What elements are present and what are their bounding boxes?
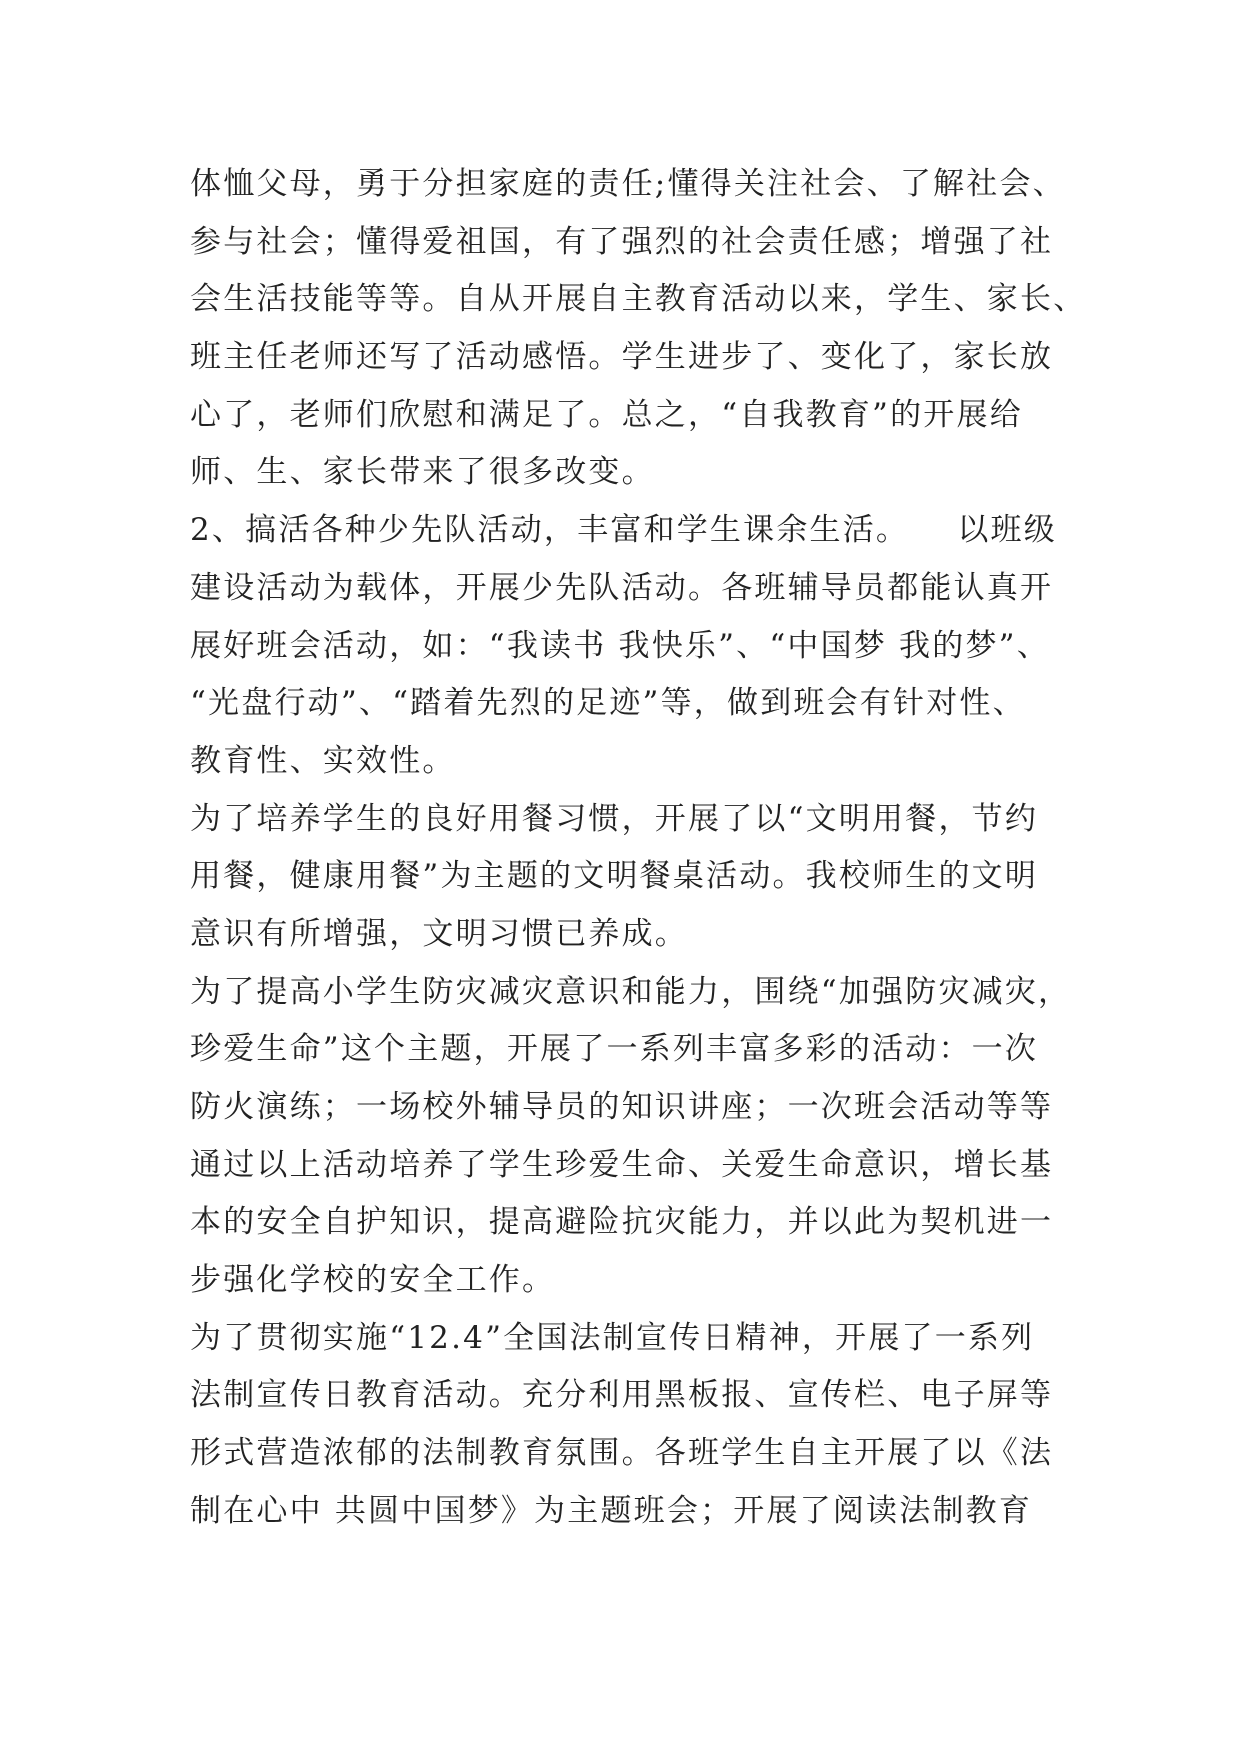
text-line: 意识有所增强，文明习惯已养成。 bbox=[190, 915, 688, 952]
text-line: 师、生、家长带来了很多改变。 bbox=[190, 454, 655, 491]
text-line: 用餐，健康用餐”为主题的文明餐桌活动。我校师生的文明 bbox=[190, 858, 1039, 895]
text-line: 通过以上活动培养了学生珍爱生命、关爱生命意识，增长基 bbox=[190, 1146, 1054, 1183]
text-line: 本的安全自护知识，提高避险抗灾能力，并以此为契机进一 bbox=[190, 1204, 1054, 1241]
text-line: 为了贯彻实施“12.4”全国法制宣传日精神，开展了一系列 bbox=[190, 1319, 1035, 1356]
text-line: 教育性、实效性。 bbox=[190, 742, 456, 779]
text-line: 体恤父母，勇于分担家庭的责任;懂得关注社会、了解社会、 bbox=[190, 166, 1066, 202]
text-line: 形式营造浓郁的法制教育氛围。各班学生自主开展了以《法 bbox=[190, 1435, 1054, 1472]
text-line: 班主任老师还写了活动感悟。学生进步了、变化了，家长放 bbox=[190, 339, 1054, 376]
text-line: 珍爱生命”这个主题，开展了一系列丰富多彩的活动：一次 bbox=[190, 1031, 1039, 1068]
text-line: 为了提高小学生防灾减灾意识和能力，围绕“加强防灾减灾， bbox=[190, 973, 1072, 1010]
text-line: 心了，老师们欣慰和满足了。总之，“自我教育”的开展给 bbox=[190, 396, 1023, 433]
text-line: “光盘行动”、“踏着先烈的足迹”等，做到班会有针对性、 bbox=[190, 685, 1026, 722]
text-line: 建设活动为载体，开展少先队活动。各班辅导员都能认真开 bbox=[190, 569, 1054, 606]
text-line: 制在心中 共圆中国梦》为主题班会；开展了阅读法制教育 bbox=[190, 1492, 1033, 1529]
text-line: 会生活技能等等。自从开展自主教育活动以来，学生、家长、 bbox=[190, 281, 1087, 318]
text-line: 为了培养学生的良好用餐习惯，开展了以“文明用餐，节约 bbox=[190, 800, 1039, 837]
text-line: 展好班会活动，如：“我读书 我快乐”、“中国梦 我的梦”、 bbox=[190, 627, 1050, 664]
text-line: 防火演练；一场校外辅导员的知识讲座；一次班会活动等等 bbox=[190, 1089, 1054, 1125]
document-body-text bbox=[190, 156, 1087, 1541]
text-line: 参与社会；懂得爱祖国，有了强烈的社会责任感；增强了社 bbox=[190, 223, 1054, 260]
text-line: 法制宣传日教育活动。充分利用黑板报、宣传栏、电子屏等 bbox=[190, 1377, 1054, 1414]
text-line: 步强化学校的安全工作。 bbox=[190, 1262, 556, 1299]
text-line: 2、搞活各种少先队活动，丰富和学生课余生活。 以班级 bbox=[190, 512, 1057, 549]
